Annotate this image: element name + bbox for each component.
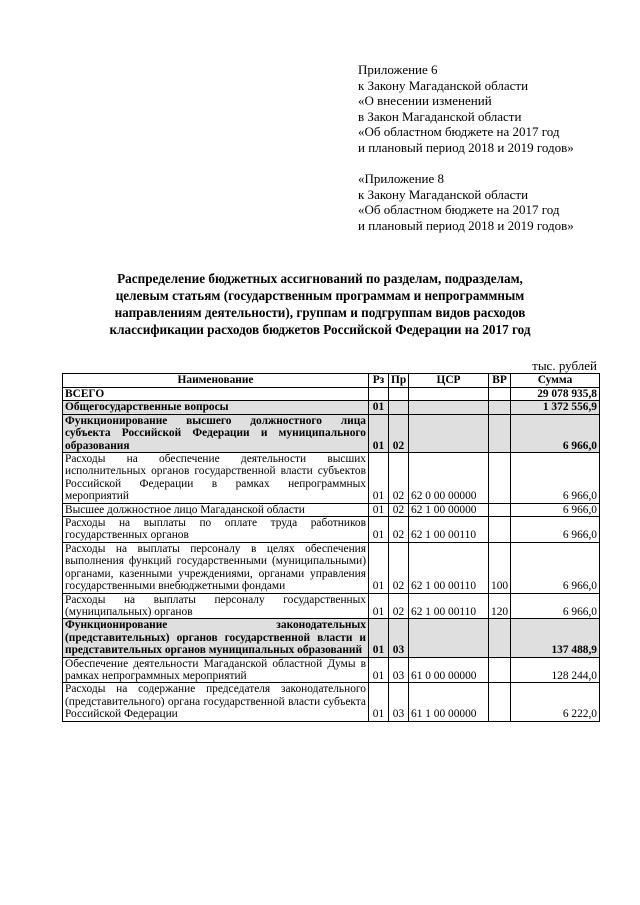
cell-pr bbox=[389, 388, 409, 401]
table-row bbox=[63, 414, 600, 452]
title-line: Распределение бюджетных ассигнований по разделам, подразделам, bbox=[117, 271, 523, 286]
cell-name: Расходы на выплаты персоналу государственных (муниципальных) органов bbox=[63, 593, 369, 619]
budget-table bbox=[62, 373, 600, 722]
title-line: целевым статьям (государственным программам и непрограммным bbox=[115, 288, 525, 303]
cell-csr: 62 1 00 00110 bbox=[409, 542, 489, 593]
cell-name: Расходы на выплаты персоналу в целях обеспечения выполнения функций государственными (муниципальными) органами, казенными учреждениями, органами управления государственными внебюджетными фондами bbox=[63, 542, 369, 593]
cell-name: Функционирование высшего должностного лица субъекта Российской Федерации и муниципального образования bbox=[63, 414, 369, 452]
cell-sum: 128 244,0 bbox=[511, 657, 600, 683]
cell-pr: 02 bbox=[389, 542, 409, 593]
appendix-line: «Об областном бюджете на 2017 год bbox=[358, 202, 560, 217]
cell-pr: 02 bbox=[389, 453, 409, 504]
cell-rz: 01 bbox=[369, 414, 389, 452]
cell-sum: 6 966,0 bbox=[511, 517, 600, 543]
appendix-reference bbox=[358, 62, 628, 233]
cell-csr: 62 1 00 00110 bbox=[409, 517, 489, 543]
table-row bbox=[63, 542, 600, 593]
cell-rz bbox=[369, 388, 389, 401]
cell-name: ВСЕГО bbox=[63, 388, 369, 401]
appendix-line: и плановый период 2018 и 2019 годов» bbox=[358, 139, 574, 155]
cell-csr bbox=[409, 388, 489, 401]
cell-pr: 03 bbox=[389, 683, 409, 721]
cell-rz: 01 bbox=[369, 619, 389, 657]
cell-vr: 120 bbox=[489, 593, 511, 619]
table-row bbox=[63, 388, 600, 401]
header-sum: Сумма bbox=[511, 374, 600, 388]
table-row bbox=[63, 517, 600, 543]
cell-pr: 02 bbox=[389, 414, 409, 452]
header-name: Наименование bbox=[63, 374, 369, 388]
cell-sum: 6 966,0 bbox=[511, 503, 600, 516]
cell-pr: 02 bbox=[389, 503, 409, 516]
table-row bbox=[63, 619, 600, 657]
appendix-line: «Об областном бюджете на 2017 год bbox=[358, 124, 560, 139]
cell-name: Расходы на выплаты по оплате труда работников государственных органов bbox=[63, 517, 369, 543]
cell-pr: 03 bbox=[389, 619, 409, 657]
cell-vr bbox=[489, 453, 511, 504]
cell-rz: 01 bbox=[369, 683, 389, 721]
cell-rz: 01 bbox=[369, 401, 389, 414]
cell-sum: 6 966,0 bbox=[511, 453, 600, 504]
cell-name: Обеспечение деятельности Магаданской областной Думы в рамках непрограммных мероприятий bbox=[63, 657, 369, 683]
cell-sum: 6 966,0 bbox=[511, 414, 600, 452]
table-row bbox=[63, 683, 600, 721]
cell-name: Расходы на содержание председателя законодательного (представительного) органа государственной власти субъекта Российской Федерации bbox=[63, 683, 369, 721]
table-row bbox=[63, 453, 600, 504]
table-row bbox=[63, 593, 600, 619]
cell-rz: 01 bbox=[369, 542, 389, 593]
cell-sum: 1 372 556,9 bbox=[511, 401, 600, 414]
cell-pr: 03 bbox=[389, 657, 409, 683]
unit-label: тыс. рублей bbox=[532, 358, 597, 373]
cell-pr: 02 bbox=[389, 593, 409, 619]
header-csr: ЦСР bbox=[409, 374, 489, 388]
cell-vr bbox=[489, 388, 511, 401]
table-header-row bbox=[63, 374, 600, 388]
cell-sum: 6 966,0 bbox=[511, 593, 600, 619]
table-row bbox=[63, 503, 600, 516]
cell-vr bbox=[489, 619, 511, 657]
cell-rz: 01 bbox=[369, 593, 389, 619]
cell-rz: 01 bbox=[369, 453, 389, 504]
header-vr: ВР bbox=[489, 374, 511, 388]
cell-csr bbox=[409, 619, 489, 657]
cell-csr: 62 1 00 00110 bbox=[409, 593, 489, 619]
cell-name: Общегосударственные вопросы bbox=[63, 401, 369, 414]
cell-csr: 62 1 00 00000 bbox=[409, 503, 489, 516]
cell-csr: 62 0 00 00000 bbox=[409, 453, 489, 504]
appendix-line: Приложение 6 bbox=[358, 62, 438, 77]
title-line: направлениям деятельности), группам и подгруппам видов расходов bbox=[114, 305, 526, 320]
appendix-line: в Закон Магаданской области bbox=[358, 108, 522, 124]
cell-csr bbox=[409, 414, 489, 452]
cell-sum: 137 488,9 bbox=[511, 619, 600, 657]
cell-rz: 01 bbox=[369, 503, 389, 516]
cell-name: Расходы на обеспечение деятельности высших исполнительных органов государственной власти субъектов Российской Федерации в рамках непрограммных мероприятий bbox=[63, 453, 369, 504]
appendix-line: к Закону Магаданской области bbox=[358, 186, 529, 202]
cell-sum: 29 078 935,8 bbox=[511, 388, 600, 401]
cell-vr bbox=[489, 401, 511, 414]
header-rz: Рз bbox=[369, 374, 389, 388]
cell-vr bbox=[489, 503, 511, 516]
appendix-block-1 bbox=[358, 62, 628, 155]
cell-vr bbox=[489, 683, 511, 721]
cell-sum: 6 222,0 bbox=[511, 683, 600, 721]
appendix-line: и плановый период 2018 и 2019 годов» bbox=[358, 217, 574, 233]
title-line: классификации расходов бюджетов Российской Федерации на 2017 год bbox=[109, 322, 531, 337]
cell-vr bbox=[489, 517, 511, 543]
cell-sum: 6 966,0 bbox=[511, 542, 600, 593]
appendix-line: к Закону Магаданской области bbox=[358, 77, 529, 93]
table-body bbox=[63, 388, 600, 722]
cell-vr bbox=[489, 657, 511, 683]
table-row bbox=[63, 401, 600, 414]
cell-csr bbox=[409, 401, 489, 414]
cell-csr: 61 1 00 00000 bbox=[409, 683, 489, 721]
cell-rz: 01 bbox=[369, 517, 389, 543]
cell-rz: 01 bbox=[369, 657, 389, 683]
cell-name: Функционирование законодательных (представительных) органов государственной власти и представительных органов муниципальных образований bbox=[63, 619, 369, 657]
cell-pr bbox=[389, 401, 409, 414]
cell-vr bbox=[489, 414, 511, 452]
cell-name: Высшее должностное лицо Магаданской области bbox=[63, 503, 369, 516]
appendix-line: «Приложение 8 bbox=[358, 171, 445, 186]
table-row bbox=[63, 657, 600, 683]
document-title bbox=[40, 270, 600, 338]
cell-csr: 61 0 00 00000 bbox=[409, 657, 489, 683]
appendix-block-2 bbox=[358, 171, 628, 233]
appendix-line: «О внесении изменений bbox=[358, 93, 492, 108]
cell-vr: 100 bbox=[489, 542, 511, 593]
header-pr: Пр bbox=[389, 374, 409, 388]
cell-pr: 02 bbox=[389, 517, 409, 543]
